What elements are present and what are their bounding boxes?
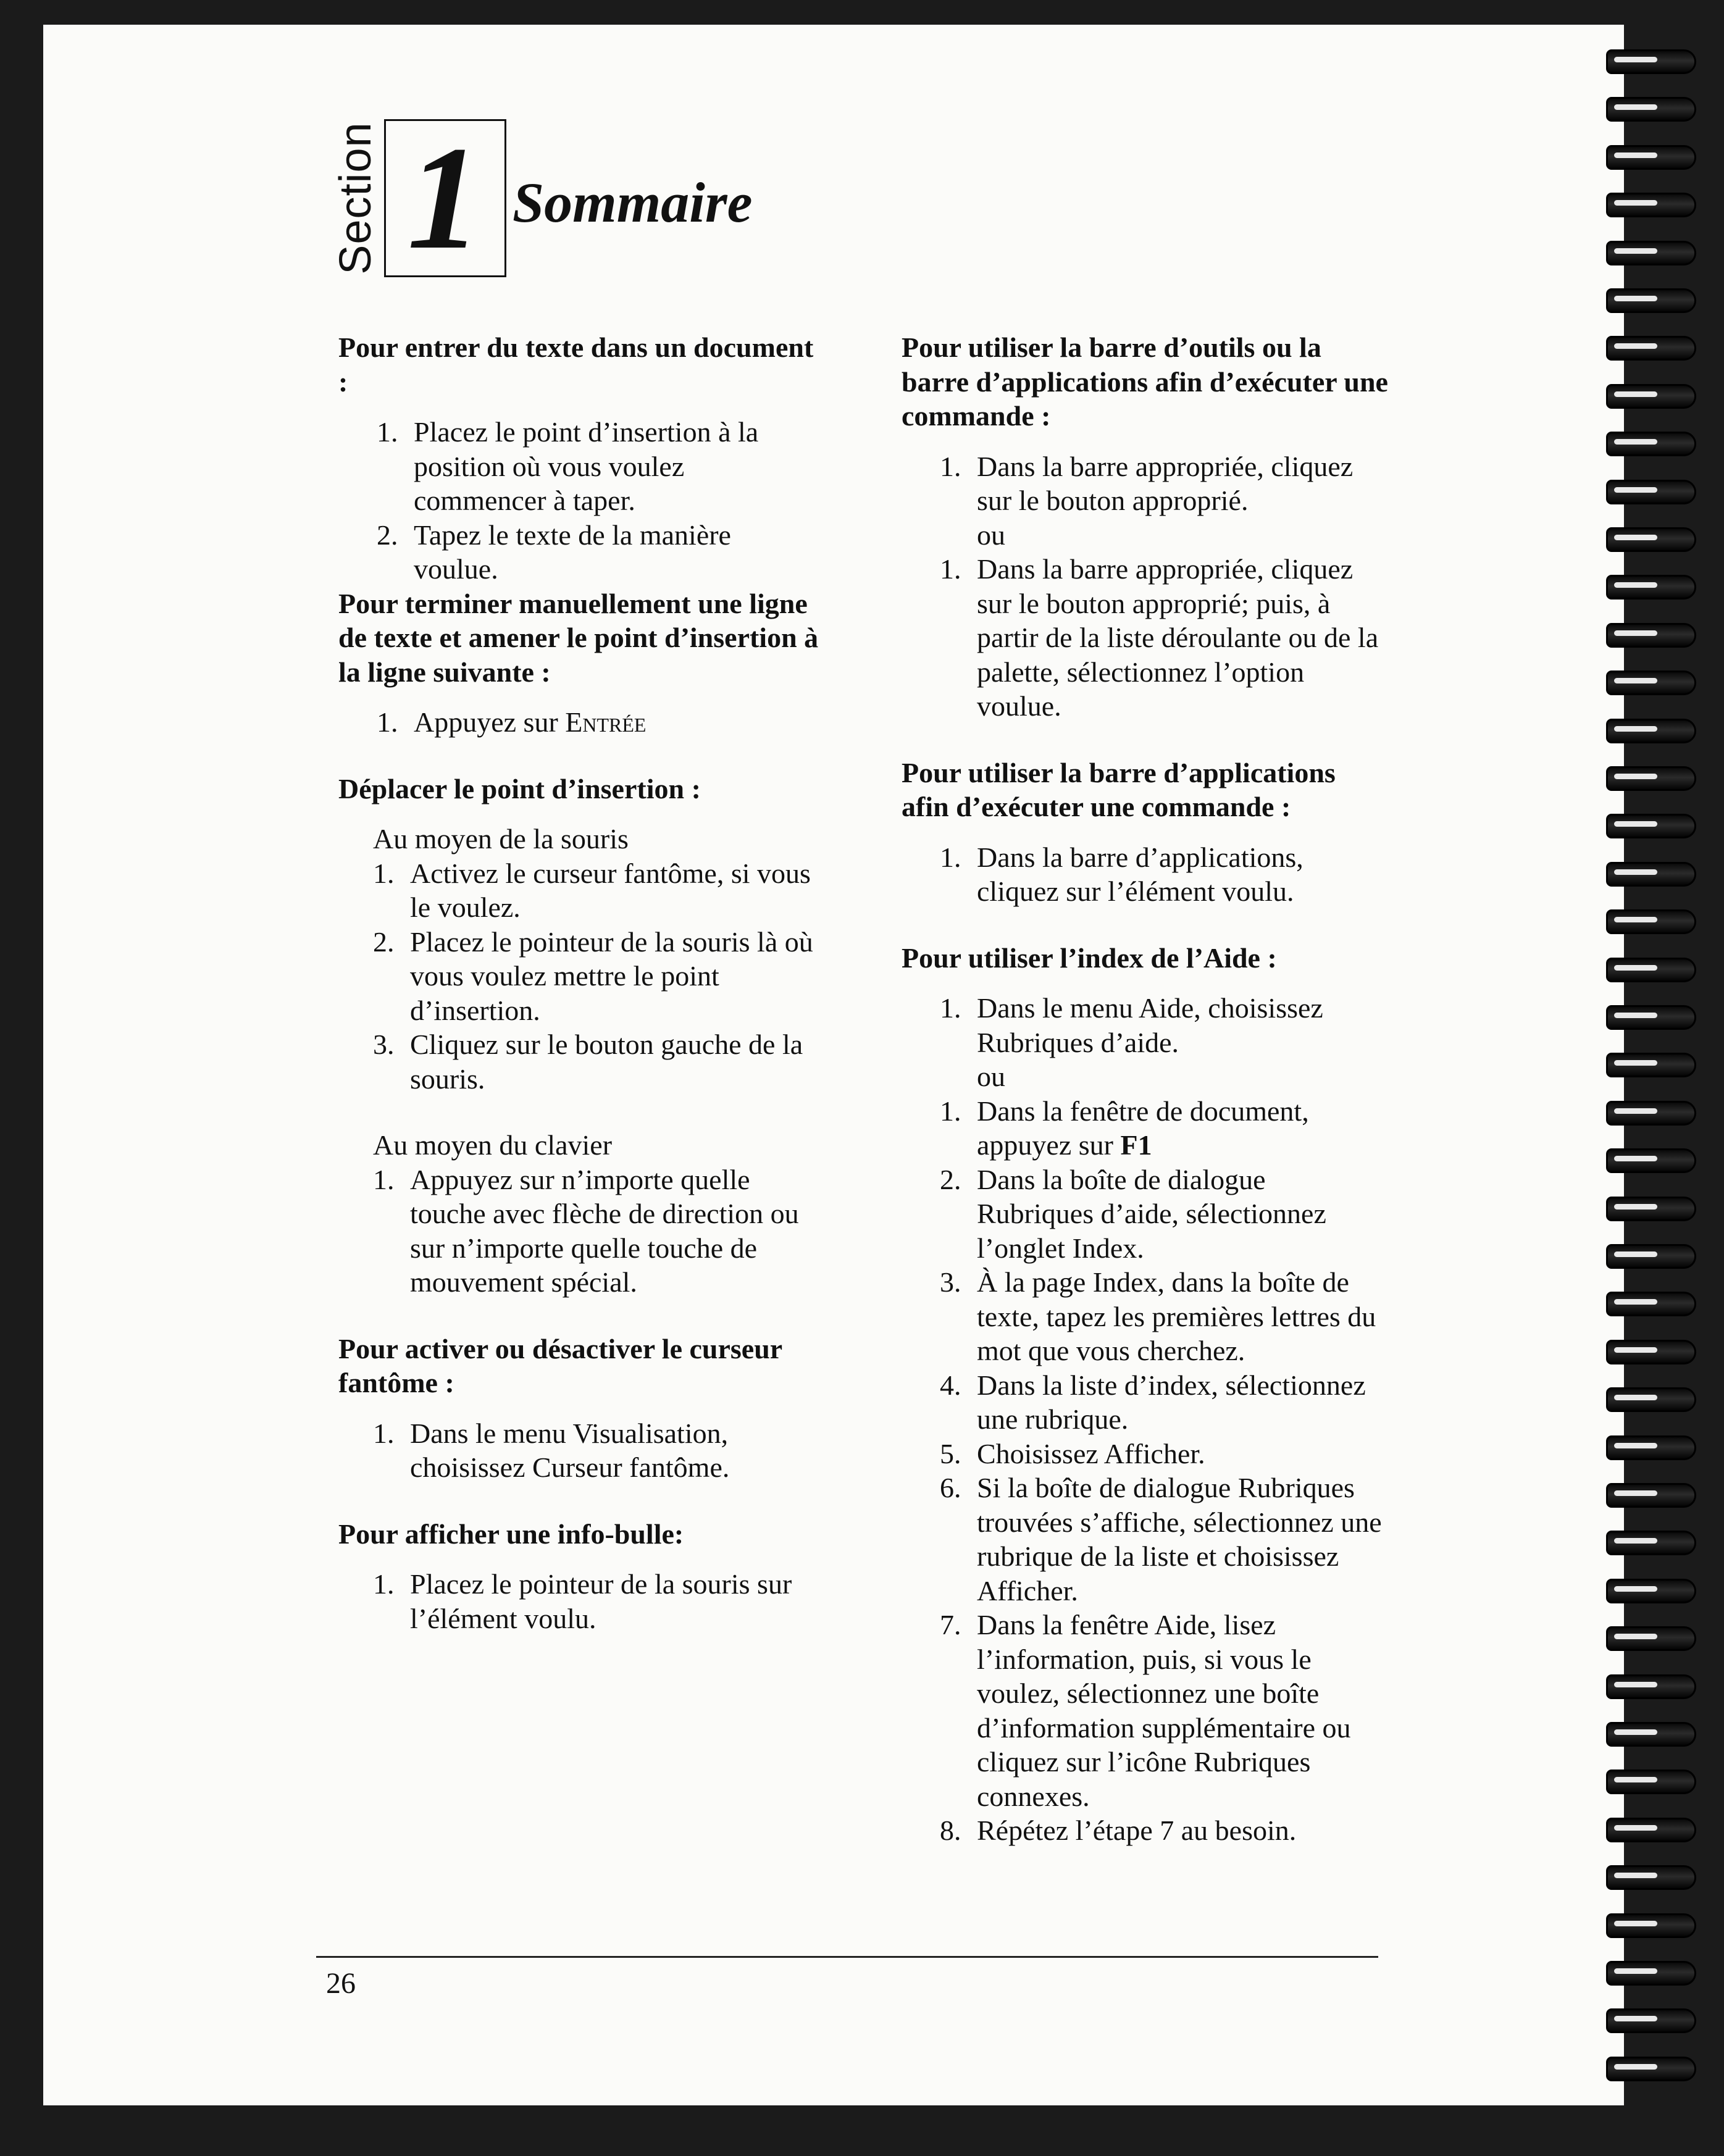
footer-rule	[316, 1956, 1378, 1958]
list-item: 2. Tapez le texte de la manière voulue.	[377, 519, 731, 585]
list-item: 1. Dans la barre appropriée, cliquez sur le bouton approprié.	[940, 450, 1354, 516]
binding-coil	[1606, 1387, 1696, 1412]
binding-coil	[1606, 1101, 1696, 1126]
steps-mouse	[373, 856, 820, 1097]
binding-coil	[1606, 2008, 1696, 2033]
binding-coil	[1606, 1531, 1696, 1555]
heading-end-line: Pour terminer manuellement une ligne de texte et amener le point d’insertion à la ligne suivante :	[338, 587, 819, 688]
heading-move-point: Déplacer le point d’insertion :	[338, 772, 701, 804]
binding-coil	[1606, 384, 1696, 409]
binding-coil	[1606, 527, 1696, 552]
binding-coil	[1606, 97, 1696, 122]
steps-tooltip	[373, 1567, 820, 1636]
list-item: 3. Cliquez sur le bouton gauche de la souris.	[373, 1029, 803, 1095]
binding-coil	[1606, 1722, 1696, 1747]
list-item: 8. Répétez l’étape 7 au besoin.	[940, 1815, 1297, 1846]
list-item: 4. Dans la liste d’index, sélectionnez une rubrique.	[940, 1369, 1366, 1435]
binding-coil	[1606, 1244, 1696, 1269]
list-item: 1. Appuyez sur n’importe quelle touche avec flèche de direction ou sur n’importe quelle touche de mouvement spécial.	[373, 1163, 799, 1298]
right-column	[902, 330, 1389, 1848]
binding-coil	[1606, 336, 1696, 361]
list-item: 1. Placez le pointeur de la souris sur l’élément voulu.	[373, 1568, 792, 1634]
list-item: 3. À la page Index, dans la boîte de texte, tapez les premières lettres du mot que vous cherchez.	[940, 1266, 1376, 1366]
binding-coil	[1606, 1865, 1696, 1890]
binding-coil	[1606, 766, 1696, 791]
binding-coil	[1606, 145, 1696, 170]
spiral-binding	[1602, 37, 1724, 2124]
binding-coil	[1606, 1340, 1696, 1364]
list-item: 1. Dans le menu Visualisation, choisissez Curseur fantôme.	[373, 1417, 730, 1483]
binding-coil	[1606, 575, 1696, 600]
binding-coil	[1606, 193, 1696, 217]
binding-coil	[1606, 480, 1696, 504]
heading-ghost-cursor: Pour activer ou désactiver le curseur fantôme :	[338, 1332, 782, 1398]
binding-coil	[1606, 1148, 1696, 1173]
section-number: 1	[407, 115, 482, 280]
binding-coil	[1606, 1292, 1696, 1316]
heading-appbar: Pour utiliser la barre d’applications afin d’exécuter une commande :	[902, 756, 1336, 822]
list-item: 1. Appuyez sur Entrée	[377, 706, 646, 738]
list-item: 6. Si la boîte de dialogue Rubriques trouvées s’affiche, sélectionnez une rubrique de la liste et choisissez Afficher.	[940, 1472, 1382, 1607]
list-item: 2. Dans la boîte de dialogue Rubriques d’aide, sélectionnez l’onglet Index.	[940, 1163, 1326, 1264]
list-item: 2. Placez le pointeur de la souris là où vous voulez mettre le point d’insertion.	[373, 925, 813, 1026]
binding-coil	[1606, 623, 1696, 648]
binding-coil	[1606, 1674, 1696, 1699]
steps-keyboard	[373, 1163, 820, 1300]
or-separator: ou	[977, 519, 1005, 551]
steps-toolbar	[940, 449, 1389, 724]
page-number: 26	[326, 1967, 356, 2000]
binding-coil	[1606, 1483, 1696, 1508]
binding-coil	[1606, 2057, 1696, 2081]
binding-coil	[1606, 1053, 1696, 1077]
binding-coil	[1606, 1961, 1696, 1986]
binding-coil	[1606, 1579, 1696, 1603]
list-item: 1. Dans la fenêtre de document, appuyez sur F1	[940, 1095, 1309, 1161]
key-enter: Entrée	[565, 706, 646, 738]
binding-coil	[1606, 1626, 1696, 1651]
mouse-label: Au moyen de la souris	[373, 823, 629, 854]
binding-coil	[1606, 1197, 1696, 1221]
heading-help-index: Pour utiliser l’index de l’Aide :	[902, 942, 1277, 974]
keyboard-label: Au moyen du clavier	[373, 1129, 613, 1161]
or-separator: ou	[977, 1061, 1005, 1092]
binding-coil	[1606, 49, 1696, 74]
binding-coil	[1606, 1913, 1696, 1938]
list-item: 1. Dans la barre d’applications, cliquez sur l’élément voulu.	[940, 841, 1303, 907]
section-label: Section	[331, 122, 380, 275]
binding-coil	[1606, 671, 1696, 695]
left-column	[338, 330, 820, 1636]
steps-appbar	[940, 840, 1389, 909]
binding-coil	[1606, 1005, 1696, 1030]
steps-enter-text	[377, 415, 820, 587]
heading-toolbar: Pour utiliser la barre d’outils ou la barre d’applications afin d’exécuter une commande :	[902, 332, 1388, 432]
heading-enter-text: Pour entrer du texte dans un document :	[338, 332, 814, 398]
list-item: 1. Dans le menu Aide, choisissez Rubriques d’aide.	[940, 992, 1323, 1058]
binding-coil	[1606, 288, 1696, 313]
binding-coil	[1606, 909, 1696, 934]
list-item: 7. Dans la fenêtre Aide, lisez l’information, puis, si vous le voulez, sélectionnez une boîte d’information supplémentaire ou cliquez sur l’icône Rubriques connexes.	[940, 1609, 1351, 1812]
binding-coil	[1606, 719, 1696, 743]
section-title: Sommaire	[513, 171, 753, 234]
binding-coil	[1606, 862, 1696, 887]
steps-help-index	[940, 991, 1389, 1848]
binding-coil	[1606, 1818, 1696, 1842]
steps-ghost-cursor	[373, 1416, 820, 1485]
key-f1: F1	[1120, 1129, 1152, 1161]
list-item: 1. Activez le curseur fantôme, si vous le voulez.	[373, 857, 811, 923]
heading-tooltip: Pour afficher une info-bulle:	[338, 1518, 684, 1550]
binding-coil	[1606, 1435, 1696, 1460]
binding-coil	[1606, 432, 1696, 456]
binding-coil	[1606, 1770, 1696, 1794]
list-item: 1. Placez le point d’insertion à la position où vous voulez commencer à taper.	[377, 416, 759, 516]
binding-coil	[1606, 241, 1696, 265]
binding-coil	[1606, 814, 1696, 838]
list-item: 1. Dans la barre appropriée, cliquez sur le bouton approprié; puis, à partir de la liste déroulante ou de la palette, sélectionnez l’option voulue.	[940, 553, 1379, 722]
binding-coil	[1606, 958, 1696, 982]
list-item: 5. Choisissez Afficher.	[940, 1437, 1205, 1469]
steps-end-line	[377, 705, 820, 740]
